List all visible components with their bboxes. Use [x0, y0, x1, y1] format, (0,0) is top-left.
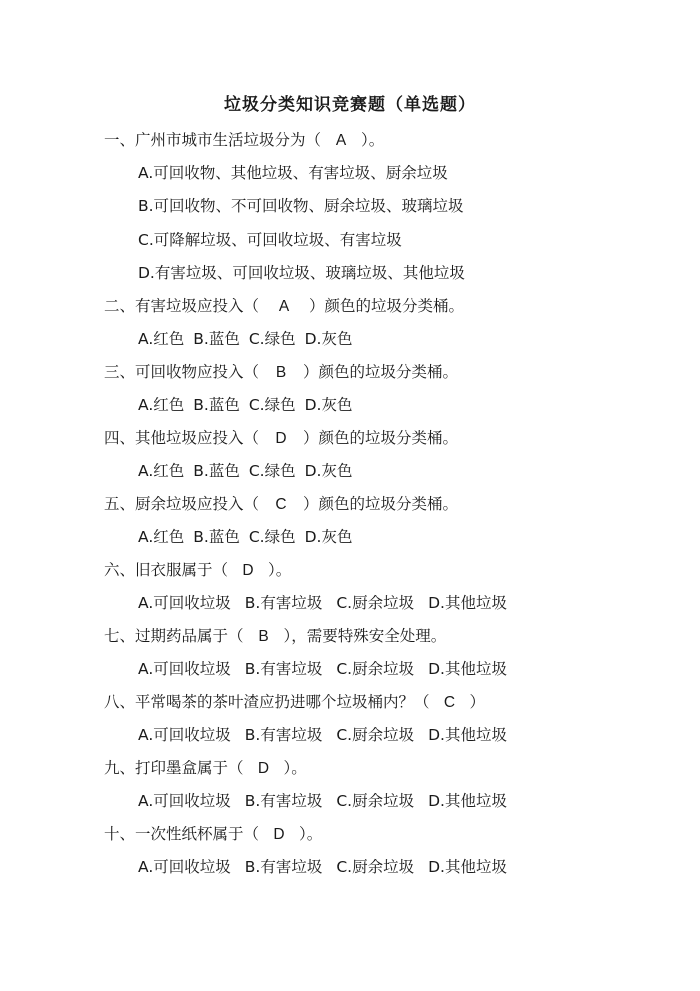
option-d: D.灰色 — [304, 330, 353, 348]
question-6 — [104, 558, 291, 580]
option-a: A.可回收垃圾 — [138, 594, 231, 612]
option-c: C.绿色 — [248, 462, 296, 480]
option-d: D.其他垃圾 — [428, 726, 507, 744]
question-text: 六、旧衣服属于（ — [104, 561, 229, 579]
option-a: A.红色 — [138, 330, 185, 348]
answer: A — [278, 298, 290, 315]
option-a: A.可回收垃圾 — [138, 726, 231, 744]
option-c: C.绿色 — [248, 396, 296, 414]
option-a: A.可回收垃圾 — [138, 660, 231, 678]
option-c: C.厨余垃圾 — [336, 792, 415, 810]
option-c: C.厨余垃圾 — [336, 660, 415, 678]
question-text-end: ）颜色的垃圾分类桶。 — [309, 297, 465, 315]
option-b: B.有害垃圾 — [244, 858, 323, 876]
question-text: 五、厨余垃圾应投入（ — [104, 495, 260, 513]
options-row — [138, 459, 352, 481]
question-7 — [104, 624, 446, 646]
question-text: 二、有害垃圾应投入（ — [104, 297, 260, 315]
option-b: B.蓝色 — [193, 462, 240, 480]
option-c: C.可降解垃圾、可回收垃圾、有害垃圾 — [138, 231, 402, 249]
option-d: D.其他垃圾 — [428, 792, 507, 810]
answer: B — [275, 364, 287, 381]
option-d: D.有害垃圾、可回收垃圾、玻璃垃圾、其他垃圾 — [138, 264, 465, 282]
option-b: B.可回收物、不可回收物、厨余垃圾、玻璃垃圾 — [138, 197, 464, 215]
option-a: A.红色 — [138, 528, 185, 546]
question-8 — [104, 690, 485, 712]
question-text-end: ）。 — [299, 825, 323, 843]
options-row — [138, 327, 352, 349]
option-a: A.红色 — [138, 462, 185, 480]
options-row — [138, 591, 507, 613]
question-text-end: ）。 — [361, 131, 385, 149]
question-text-end: ）颜色的垃圾分类桶。 — [303, 495, 459, 513]
question-text-end: ），需要特殊安全处理。 — [283, 627, 447, 645]
option-b: B.蓝色 — [193, 396, 240, 414]
question-text-end: ）。 — [268, 561, 292, 579]
option-b: B.有害垃圾 — [244, 792, 323, 810]
option-a: A.可回收垃圾 — [138, 792, 231, 810]
option-b: B.有害垃圾 — [244, 660, 323, 678]
option-a: A.红色 — [138, 396, 185, 414]
options-row — [138, 525, 352, 547]
options-row — [138, 789, 507, 811]
option-d: D.灰色 — [304, 396, 353, 414]
option-b: B.有害垃圾 — [244, 726, 323, 744]
option-d: D.其他垃圾 — [428, 660, 507, 678]
answer: C — [443, 694, 456, 711]
question-text: 十、一次性纸杯属于（ — [104, 825, 260, 843]
question-3 — [104, 360, 458, 382]
question-text: 八、平常喝茶的茶叶渣应扔进哪个垃圾桶内？（ — [104, 693, 430, 711]
answer: D — [242, 562, 254, 579]
question-text: 四、其他垃圾应投入（ — [104, 429, 260, 447]
options-row — [138, 723, 507, 745]
question-5 — [104, 492, 458, 514]
answer: D — [275, 430, 287, 447]
question-text: 三、可回收物应投入（ — [104, 363, 260, 381]
question-1 — [104, 128, 384, 150]
question-text-end: ）。 — [283, 759, 307, 777]
answer: D — [257, 760, 270, 777]
question-2 — [104, 294, 464, 316]
answer: B — [258, 628, 269, 645]
answer: D — [273, 826, 285, 843]
option-a: A.可回收垃圾 — [138, 858, 231, 876]
answer: A — [335, 132, 347, 149]
question-4 — [104, 426, 458, 448]
page-title: 垃圾分类知识竞赛题（单选题） — [224, 95, 476, 115]
question-10 — [104, 822, 322, 844]
answer: C — [275, 496, 287, 513]
option-c: C.厨余垃圾 — [336, 594, 415, 612]
option-b: B.蓝色 — [193, 330, 240, 348]
option-b: B.有害垃圾 — [244, 594, 323, 612]
question-text: 七、过期药品属于（ — [104, 627, 244, 645]
option-c: C.绿色 — [248, 528, 296, 546]
question-text-end: ）颜色的垃圾分类桶。 — [303, 363, 459, 381]
question-text: 九、打印墨盒属于（ — [104, 759, 244, 777]
option-a: A.可回收物、其他垃圾、有害垃圾、厨余垃圾 — [138, 164, 448, 182]
options-row — [138, 855, 507, 877]
option-c: C.绿色 — [248, 330, 296, 348]
option-d: D.灰色 — [304, 462, 353, 480]
option-c: C.厨余垃圾 — [336, 858, 415, 876]
question-text-end: ）颜色的垃圾分类桶。 — [303, 429, 459, 447]
option-d: D.灰色 — [304, 528, 353, 546]
option-b: B.蓝色 — [193, 528, 240, 546]
question-text-end: ） — [469, 693, 486, 711]
option-c: C.厨余垃圾 — [336, 726, 415, 744]
options-row — [138, 657, 507, 679]
option-d: D.其他垃圾 — [428, 594, 507, 612]
options-row — [138, 393, 352, 415]
question-9 — [104, 756, 307, 778]
option-d: D.其他垃圾 — [428, 858, 507, 876]
question-text: 一、广州市城市生活垃圾分为（ — [104, 131, 322, 149]
